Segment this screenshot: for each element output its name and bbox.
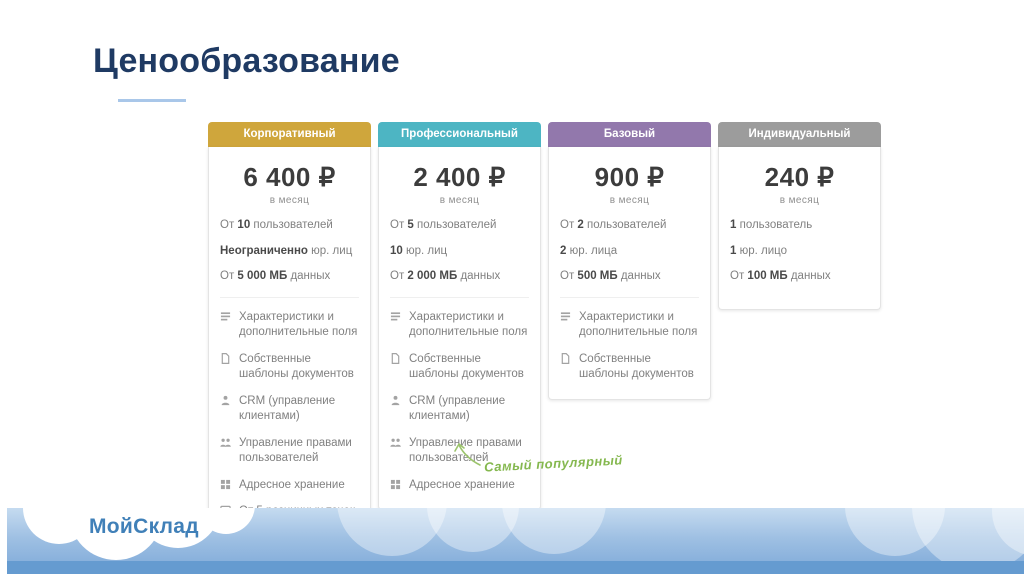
plan-period: в месяц — [269, 195, 310, 206]
document-icon — [560, 353, 571, 364]
plan-name: Профессиональный — [378, 122, 541, 147]
people-icon — [390, 437, 401, 448]
plan-period: в месяц — [779, 195, 820, 206]
plan-spec: От 5 пользователей — [390, 219, 497, 231]
plan-price: 240 ₽ — [764, 162, 835, 192]
plan-feature — [560, 310, 699, 341]
plan-feature-label: Собственные шаблоны документов — [239, 352, 354, 381]
plan-period: в месяц — [609, 195, 650, 206]
plan-price: 6 400 ₽ — [243, 162, 336, 192]
plan-features — [560, 297, 699, 383]
moysklad-logo: МойСклад — [89, 515, 199, 538]
document-icon — [390, 353, 401, 364]
pricing-card — [548, 122, 711, 400]
plan-feature-label: CRM (управление клиентами) — [409, 394, 506, 423]
plan-price: 900 ₽ — [594, 162, 665, 192]
plan-feature — [390, 478, 529, 494]
popular-annotation: Самый популярный — [483, 452, 624, 475]
plan-feature-label: Характеристики и дополнительные поля — [409, 310, 528, 339]
person-icon — [390, 395, 401, 406]
title-underline — [118, 99, 186, 102]
plan-feature-label: Адресное хранение — [409, 478, 515, 491]
plan-spec: От 5 000 МБ данных — [220, 270, 331, 283]
plan-feature-label: Управление правами пользователей — [409, 436, 522, 465]
plan-feature — [220, 436, 359, 467]
plan-feature-label: CRM (управление клиентами) — [239, 394, 336, 423]
grid-icon — [390, 479, 401, 490]
pricing-card — [718, 122, 881, 310]
plan-feature — [390, 394, 529, 425]
plan-feature — [220, 394, 359, 425]
plan-feature-label: Собственные шаблоны документов — [579, 352, 694, 381]
plan-features — [220, 297, 359, 536]
plan-specs — [560, 218, 699, 285]
plan-name: Индивидуальный — [718, 122, 881, 147]
plan-feature — [220, 310, 359, 341]
plan-spec: 2 юр. лица — [560, 244, 618, 257]
plan-body — [208, 147, 371, 552]
annotation-arrow — [452, 441, 482, 467]
footer-strip — [7, 561, 1024, 574]
plan-body — [718, 147, 881, 310]
list-icon — [220, 311, 231, 322]
plan-feature-label: Характеристики и дополнительные поля — [579, 310, 698, 339]
plan-feature — [560, 352, 699, 383]
plan-feature — [390, 310, 529, 341]
plan-name: Корпоративный — [208, 122, 371, 147]
plan-spec: От 500 МБ данных — [560, 270, 661, 283]
plan-feature-label: Управление правами пользователей — [239, 436, 352, 465]
list-icon — [390, 311, 401, 322]
plan-price: 2 400 ₽ — [413, 162, 506, 192]
plan-spec: От 10 пользователей — [220, 219, 333, 231]
plan-feature-label: Адресное хранение — [239, 478, 345, 491]
plan-specs — [730, 218, 869, 285]
plan-specs — [220, 218, 359, 285]
grid-icon — [220, 479, 231, 490]
plan-feature — [390, 352, 529, 383]
document-icon — [220, 353, 231, 364]
cloud-shape — [502, 508, 606, 554]
plan-feature-label: Характеристики и дополнительные поля — [239, 310, 358, 339]
plan-name: Базовый — [548, 122, 711, 147]
plan-feature — [220, 352, 359, 383]
plan-spec: От 2 пользователей — [560, 219, 667, 231]
person-icon — [220, 395, 231, 406]
plan-period: в месяц — [439, 195, 480, 206]
plan-body — [548, 147, 711, 400]
footer-sky — [7, 508, 1024, 574]
people-icon — [220, 437, 231, 448]
page-title: Ценообразование — [93, 42, 400, 80]
plan-feature — [220, 478, 359, 494]
plan-spec: 10 юр. лиц — [390, 244, 448, 257]
plan-spec: 1 юр. лицо — [730, 244, 787, 257]
pricing-cards — [208, 122, 888, 552]
plan-specs — [390, 218, 529, 285]
plan-feature-label: Собственные шаблоны документов — [409, 352, 524, 381]
list-icon — [560, 311, 571, 322]
plan-spec: Неограниченно юр. лиц — [220, 244, 353, 257]
plan-spec: От 100 МБ данных — [730, 270, 831, 283]
plan-spec: От 2 000 МБ данных — [390, 270, 501, 283]
plan-spec: 1 пользователь — [730, 219, 813, 231]
pricing-card — [208, 122, 371, 552]
